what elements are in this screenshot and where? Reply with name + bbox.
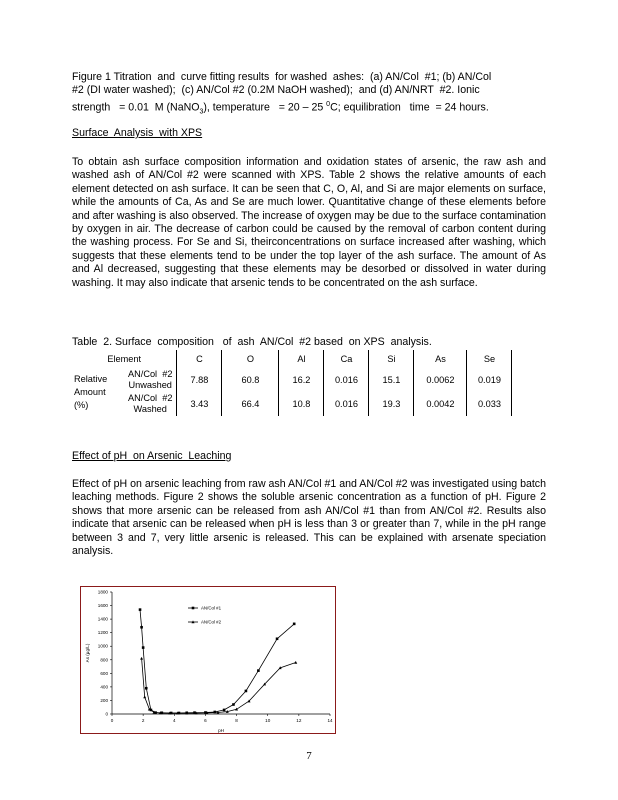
table-cell: 15.1 xyxy=(369,368,414,392)
table-cell: 0.019 xyxy=(467,368,512,392)
x-tick-label: 0 xyxy=(110,718,114,723)
data-point xyxy=(257,669,260,672)
figure1-caption-line2: #2 (DI water washed); (c) AN/Col #2 (0.2M NaOH washed); and (d) AN/NRT #2. Ionic xyxy=(72,84,480,97)
xps-table xyxy=(72,350,512,416)
table-header-cell: Element xyxy=(72,350,177,368)
table-cell: 0.0042 xyxy=(414,392,467,416)
sample-label-1: AN/Col #2 xyxy=(128,369,173,379)
table-cell: 0.033 xyxy=(467,392,512,416)
caption-text: C; equilibration time = 24 hours. xyxy=(330,101,489,114)
figure1-caption-line3 xyxy=(72,98,546,119)
table2-caption: Table 2. Surface composition of ash AN/Col #2 based on XPS analysis. xyxy=(72,336,432,348)
table-header-cell: Ca xyxy=(324,350,369,368)
x-tick-label: 8 xyxy=(235,718,238,723)
table-header-cell: Se xyxy=(467,350,512,368)
y-tick-label: 0 xyxy=(105,711,108,717)
row-group-label-2: Amount xyxy=(74,386,106,397)
table-cell: 60.8 xyxy=(222,368,279,392)
subscript: 3 xyxy=(199,108,204,116)
y-tick-label: 1000 xyxy=(97,643,108,649)
arsenic-leaching-chart xyxy=(80,586,336,734)
table-row xyxy=(72,368,512,392)
y-tick-label: 400 xyxy=(100,684,108,690)
legend-entry: AN/Col #2 xyxy=(201,619,222,625)
table-cell: 66.4 xyxy=(222,392,279,416)
xps-paragraph: To obtain ash surface composition information and oxidation states of arsenic, the raw ash and washed ash of AN/Col #2 were scanned with XPS. Table 2 shows the relative amounts of each element detected on ash surface. It can be seen that C, O, Al, and Si are major elements on surface, while the amounts of Ca, As and Se are much lower. Quantitative change of these elements before and after washing is also observed. The increase of oxygen may be due to the surface contamination by oxygen in air. The decrease of carbon could be caused by the removal of carbon content during the washing process. For Se and Si, theirconcentrations on surface increased after washing, which suggests that these elements tend to be under the top layer of the ash surface. The amount of As and Al decreased, suggesting that these elements may be desorbed or dissolved in water during washing. It may also indicate that arsenic tends to be concentrated on the ash surface. xyxy=(72,156,546,289)
ph-paragraph: Effect of pH on arsenic leaching from raw ash AN/Col #1 and AN/Col #2 was investigated using batch leaching methods. Figure 2 shows the soluble arsenic concentration as a function of pH. Figure 2 shows that more arsenic can be released from ash AN/Col #1 than from AN/Col #2. Results also indicate that arsenic can be released when pH is less than 3 or greater than 7, while in the pH range between 3 and 7, very little arsenic is released. This can be explained with arsenate speciation analysis. xyxy=(72,478,546,558)
y-axis-label: As (µg/L) xyxy=(85,643,90,663)
table-header-row xyxy=(72,350,512,368)
y-tick-label: 200 xyxy=(100,697,108,703)
data-point xyxy=(140,657,143,660)
sample-label-1: AN/Col #2 xyxy=(128,393,173,403)
sample-label xyxy=(124,368,177,392)
x-tick-label: 2 xyxy=(141,718,145,723)
caption-text: ), temperature = 20 – 25 xyxy=(203,101,327,114)
table-header-cell: As xyxy=(414,350,467,368)
row-group-label-1: Relative xyxy=(74,373,108,384)
data-point xyxy=(139,608,142,611)
x-tick-label: 12 xyxy=(296,718,302,723)
y-tick-label: 1400 xyxy=(97,616,108,622)
table-header-cell: O xyxy=(222,350,279,368)
row-group-label-3: (%) xyxy=(74,399,89,410)
table-header-cell: Al xyxy=(279,350,324,368)
caption-text: strength = 0.01 M (NaNO xyxy=(72,101,200,114)
y-tick-label: 800 xyxy=(100,657,108,663)
table-header-cell: Si xyxy=(369,350,414,368)
section-heading-xps: Surface Analysis with XPS xyxy=(72,127,203,139)
table-cell: 7.88 xyxy=(177,368,222,392)
y-tick-label: 600 xyxy=(100,670,108,676)
data-point xyxy=(145,687,148,690)
data-point xyxy=(143,695,146,698)
legend-entry: AN/Col #1 xyxy=(201,605,222,611)
figure1-caption-line1: Figure 1 Titration and curve fitting results for washed ashes: (a) AN/Col #1; (b) AN/Col xyxy=(72,71,492,83)
data-point xyxy=(140,626,143,629)
series-line xyxy=(140,610,294,713)
table-cell: 0.016 xyxy=(324,368,369,392)
table-cell: 0.0062 xyxy=(414,368,467,392)
sample-label-2: Washed xyxy=(133,404,167,414)
data-point xyxy=(294,661,297,664)
figure1-caption xyxy=(72,71,546,119)
x-tick-label: 6 xyxy=(204,718,207,723)
table-cell: 16.2 xyxy=(279,368,324,392)
table-cell: 0.016 xyxy=(324,392,369,416)
superscript: 0 xyxy=(326,100,331,108)
x-tick-label: 4 xyxy=(173,718,176,723)
table-cell: 10.8 xyxy=(279,392,324,416)
x-tick-label: 14 xyxy=(327,718,333,723)
page-number: 7 xyxy=(306,750,312,762)
x-axis-label: pH xyxy=(218,728,224,733)
y-tick-label: 1800 xyxy=(97,589,108,595)
table-header-cell: C xyxy=(177,350,222,368)
data-point xyxy=(232,703,235,706)
sample-label-2: Unwashed xyxy=(128,380,172,390)
table-cell: 19.3 xyxy=(369,392,414,416)
data-point xyxy=(293,623,296,626)
data-point xyxy=(142,646,145,649)
section-heading-ph: Effect of pH on Arsenic Leaching xyxy=(72,450,232,462)
y-tick-label: 1200 xyxy=(97,630,108,636)
table-row xyxy=(72,392,512,416)
data-point xyxy=(245,690,248,693)
table-cell: 3.43 xyxy=(177,392,222,416)
data-point xyxy=(223,709,226,712)
series-line xyxy=(142,658,296,713)
legend-marker xyxy=(192,607,195,610)
row-group-label xyxy=(72,368,124,416)
x-tick-label: 10 xyxy=(265,718,271,723)
y-tick-label: 1600 xyxy=(97,603,108,609)
data-point xyxy=(276,637,279,640)
sample-label xyxy=(124,392,177,416)
